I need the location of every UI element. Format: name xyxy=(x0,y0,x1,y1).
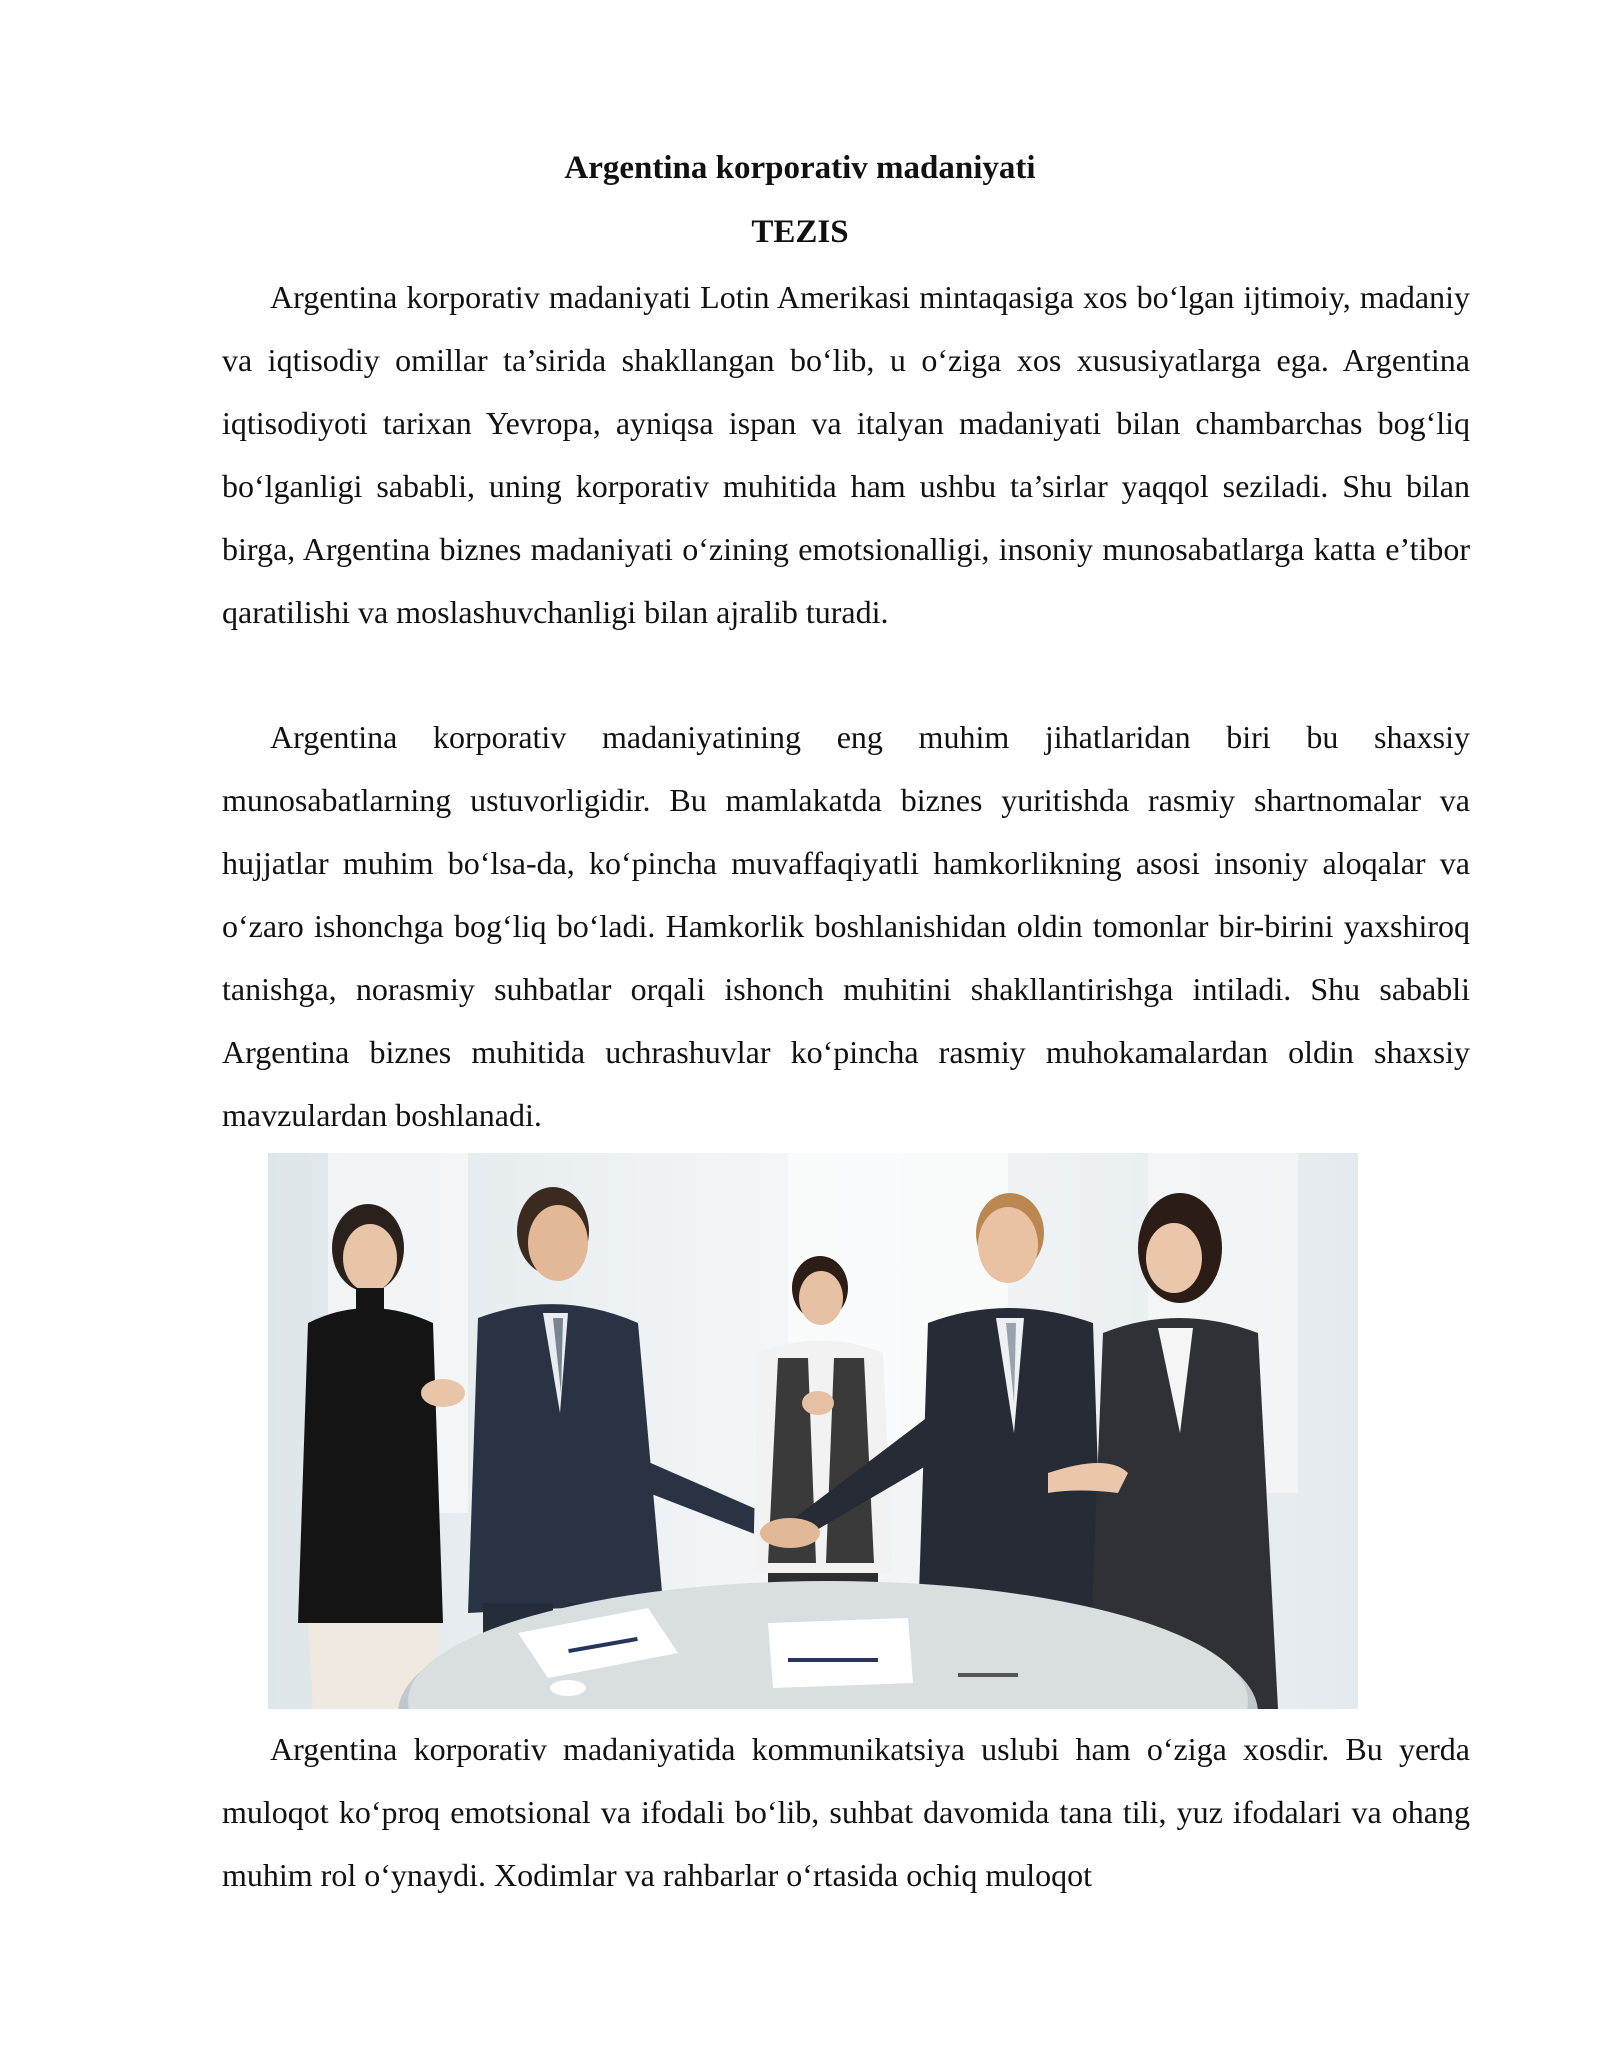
handshake xyxy=(760,1518,820,1548)
paragraph-2: Argentina korporativ madaniyatining eng muhim jihatlaridan biri bu shaxsiy munosabatlarning ustuvorligidir. Bu mamlakatda biznes yuritishda rasmiy shartnomalar va hujjatlar muhim bo‘lsa-da, ko‘pincha muvaffaqiyatli hamkorlikning asosi insoniy aloqalar va o‘zaro ishonchga bog‘liq bo‘ladi. Hamkorlik boshlanishidan oldin tomonlar bir-birini yaxshiroq tanishga, norasmiy suhbatlar orqali ishonch muhitini shakllantirishga intiladi. Shu sababli Argentina biznes muhitida uchrashuvlar ko‘pincha rasmiy muhokamalardan oldin shaxsiy mavzulardan boshlanadi. xyxy=(222,719,1470,1133)
document-title: Argentina korporativ madaniyati xyxy=(564,150,1036,186)
paragraph-3: Argentina korporativ madaniyatida kommunikatsiya uslubi ham o‘ziga xosdir. Bu yerda muloqot ko‘proq emotsional va ifodali bo‘lib, suhbat davomida tana tili, yuz ifodalari va ohang muhim rol o‘ynaydi. Xodimlar va rahbarlar o‘rtasida ochiq muloqot xyxy=(222,1731,1470,1893)
document-subtitle: TEZIS xyxy=(751,214,849,250)
business-handshake-photo xyxy=(268,1153,1358,1709)
paragraph-1: Argentina korporativ madaniyati Lotin Amerikasi mintaqasiga xos bo‘lgan ijtimoiy, madaniy va iqtisodiy omillar ta’sirida shakllangan bo‘lib, u o‘ziga xos xususiyatlarga ega. Argentina iqtisodiyoti tarixan Yevropa, ayniqsa ispan va italyan madaniyati bilan chambarchas bog‘liq bo‘lganligi sababli, uning korporativ muhitida ham ushbu ta’sirlar yaqqol seziladi. Shu bilan birga, Argentina biznes madaniyati o‘zining emotsionalligi, insoniy munosabatlarga katta e’tibor qaratilishi va moslashuvchanligi bilan ajralib turadi. xyxy=(222,279,1470,630)
